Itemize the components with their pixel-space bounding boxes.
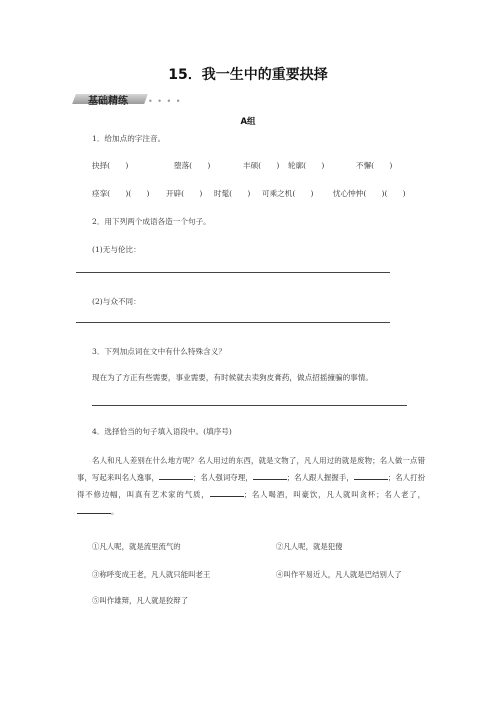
fill-blank[interactable] xyxy=(354,471,388,480)
q3-sentence: 现在为了方正有些需要，事业需要，有时候就去卖狗皮膏药，做点招摇撞骗的事情。 xyxy=(92,373,373,382)
q1-item: 不懈( ) xyxy=(356,161,393,170)
q2-item-1: (1)无与伦比： xyxy=(92,245,141,254)
section-banner xyxy=(74,92,182,107)
option-4: ④叫作平易近人，凡人就是巴结别人了 xyxy=(276,570,402,579)
option-5: ⑤叫作雄辩，凡人就是狡辩了 xyxy=(92,596,189,605)
para-text: 名人和凡人差别在什么地方呢？名人用过的东西，就是文物了，凡人用过的就是废物；名人做一点错事，写起来叫名人逸事， xyxy=(77,456,425,482)
q1-item: 轮廓( ) xyxy=(288,161,325,170)
para-text: ；名人喝酒，叫豪饮，凡人就叫贪杯；名人老了， xyxy=(243,490,425,499)
q2-item-2: (2)与众不同： xyxy=(92,297,141,306)
q1-item: 开辟( ) xyxy=(166,189,203,198)
fill-blank[interactable] xyxy=(253,471,287,480)
answer-line xyxy=(92,405,407,406)
question-3-prompt: 3．下列加点词在文中有什么特殊含义？ xyxy=(92,347,226,356)
q1-item: 可乘之机( ) xyxy=(262,189,314,198)
question-1-prompt: 1．给加点的字注音。 xyxy=(92,134,166,143)
banner-dots: • • • • xyxy=(148,97,182,106)
q1-item: 堕落( ) xyxy=(174,161,211,170)
answer-line xyxy=(76,272,390,273)
q1-item: 痉挛( )( ) xyxy=(92,189,150,198)
banner-label: 基础精练 xyxy=(88,96,128,107)
group-label: A组 xyxy=(240,117,256,127)
option-1: ①凡人呢，就是流里流气的 xyxy=(92,542,181,551)
para-text: ；名人打扮得不修边幅，叫真有艺术家的气质， xyxy=(77,473,425,499)
q4-paragraph xyxy=(77,452,425,520)
question-4-prompt: 4．选择恰当的句子填入语段中。(填序号) xyxy=(92,427,232,436)
q1-item: 丰硕( ) xyxy=(243,161,280,170)
q1-item: 抉择( ) xyxy=(92,161,129,170)
para-text: ；名人跟人握握手， xyxy=(286,473,354,482)
option-3: ③称呼变成王老，凡人就只能叫老王 xyxy=(92,570,211,579)
answer-line xyxy=(76,322,390,323)
fill-blank[interactable] xyxy=(77,505,111,514)
question-2-prompt: 2．用下列两个成语各造一个句子。 xyxy=(92,217,211,226)
fill-blank[interactable] xyxy=(159,471,193,480)
para-text: 。 xyxy=(111,507,119,516)
page-title: 15．我一生中的重要抉择 xyxy=(168,67,328,83)
para-text: ；名人强词夺理， xyxy=(193,473,253,482)
option-2: ②凡人呢，就是犯傻 xyxy=(276,542,343,551)
q1-item: 时髦( ) xyxy=(214,189,251,198)
q1-item: 忧心忡忡( )( ) xyxy=(333,189,406,198)
fill-blank[interactable] xyxy=(210,488,244,497)
